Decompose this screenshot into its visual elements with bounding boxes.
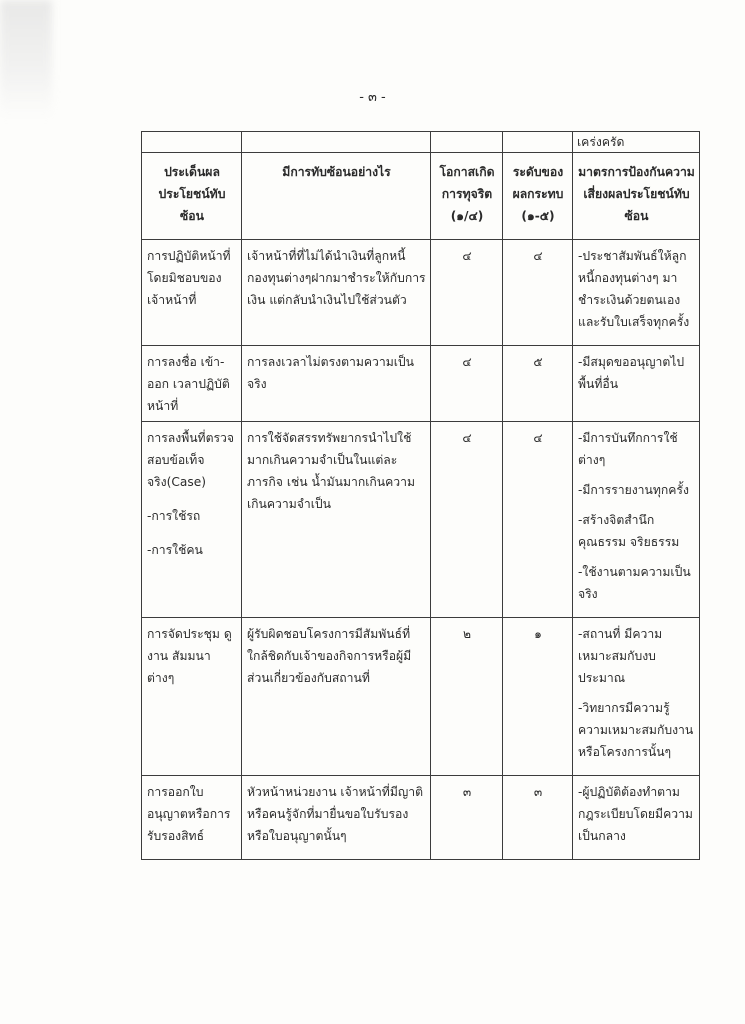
how-cell: ผู้รับผิดชอบโครงการมีสัมพันธ์ที่ใกล้ชิดกับเจ้าของกิจการหรือผู้มีส่วนเกี่ยวข้องกับสถานที่ — [242, 618, 431, 776]
header-impact: ระดับของผลกระทบ (๑-๕) — [503, 153, 573, 240]
likelihood-cell: ๔ — [431, 240, 503, 346]
continued-cell — [431, 132, 503, 153]
issue-cell — [142, 240, 242, 346]
header-likelihood: โอกาสเกิดการทุจริต (๑/๔) — [431, 153, 503, 240]
measures-cell — [573, 240, 700, 346]
continued-row — [142, 132, 700, 153]
measure-item: -มีการรายงานทุกครั้ง — [578, 483, 689, 497]
measures-cell — [573, 422, 700, 618]
table-row — [142, 240, 700, 346]
likelihood-cell: ๓ — [431, 776, 503, 860]
table-header-row — [142, 153, 700, 240]
continued-cell — [503, 132, 573, 153]
continued-cell — [142, 132, 242, 153]
impact-cell: ๓ — [503, 776, 573, 860]
continued-cell: เคร่งครัด — [573, 132, 700, 153]
likelihood-cell: ๒ — [431, 618, 503, 776]
how-cell: เจ้าหน้าที่ที่ไม่ได้นำเงินที่ลูกหนี้กองทุนต่างๆฝากมาชำระให้กับการเงิน แต่กลับนำเงินไปใช้ส่วนตัว — [242, 240, 431, 346]
risk-table — [141, 131, 700, 860]
likelihood-cell: ๔ — [431, 346, 503, 422]
page-number: - ๓ - — [359, 90, 386, 105]
measure-item: -สถานที่ มีความเหมาะสมกับงบประมาณ — [578, 627, 663, 685]
issue-subitem: -การใช้คน — [147, 543, 203, 557]
impact-cell: ๔ — [503, 240, 573, 346]
measure-item: -ใช้งานตามความเป็นจริง — [578, 565, 691, 601]
measures-cell — [573, 346, 700, 422]
measure-item: -มีสมุดขออนุญาตไปพื้นที่อื่น — [578, 355, 685, 391]
issue-cell — [142, 776, 242, 860]
issue-cell — [142, 618, 242, 776]
issue-subitem: -การใช้รถ — [147, 509, 201, 523]
header-issue: ประเด็นผลประโยชน์ทับซ้อน — [142, 153, 242, 240]
issue-text: การจัดประชุม ดูงาน สัมมนาต่างๆ — [147, 627, 232, 685]
measure-item: -วิทยากรมีความรู้ความเหมาะสมกับงานหรือโครงการนั้นๆ — [578, 701, 694, 759]
how-cell: หัวหน้าหน่วยงาน เจ้าหน้าที่มีญาติหรือคนรู้จักที่มายื่นขอใบรับรองหรือใบอนุญาตนั้นๆ — [242, 776, 431, 860]
issue-text: การลงพื้นที่ตรวจสอบข้อเท็จจริง(Case) — [147, 431, 235, 489]
impact-cell: ๑ — [503, 618, 573, 776]
how-cell: การใช้จัดสรรทรัพยากรนำไปใช้มากเกินความจำเป็นในแต่ละภารกิจ เช่น น้ำมันมากเกินความเกินความจำเป็น — [242, 422, 431, 618]
header-how: มีการทับซ้อนอย่างไร — [242, 153, 431, 240]
issue-text: การปฏิบัติหน้าที่โดยมิชอบของเจ้าหน้าที่ — [147, 249, 231, 307]
impact-cell: ๔ — [503, 422, 573, 618]
issue-text: การออกใบอนุญาตหรือการรับรองสิทธ์ — [147, 785, 231, 843]
continued-cell — [242, 132, 431, 153]
table-row — [142, 346, 700, 422]
measures-cell — [573, 776, 700, 860]
measures-cell — [573, 618, 700, 776]
issue-cell — [142, 422, 242, 618]
table-row — [142, 422, 700, 618]
measure-item: -มีการบันทึกการใช้ต่างๆ — [578, 431, 678, 467]
table-row — [142, 776, 700, 860]
measure-item: -สร้างจิตสำนึก คุณธรรม จริยธรรม — [578, 513, 680, 549]
measure-item: -ผู้ปฏิบัติต้องทำตามกฎระเบียบโดยมีความเป็นกลาง — [578, 785, 693, 843]
issue-cell — [142, 346, 242, 422]
likelihood-cell: ๔ — [431, 422, 503, 618]
table-row — [142, 618, 700, 776]
header-measures: มาตรการป้องกันความเสี่ยงผลประโยชน์ทับซ้อน — [573, 153, 700, 240]
how-cell: การลงเวลาไม่ตรงตามความเป็นจริง — [242, 346, 431, 422]
measure-item: -ประชาสัมพันธ์ให้ลูกหนี้กองทุนต่างๆ มาชำระเงินด้วยตนเองและรับใบเสร็จทุกครั้ง — [578, 249, 690, 329]
impact-cell: ๕ — [503, 346, 573, 422]
issue-text: การลงชื่อ เข้า-ออก เวลาปฏิบัติหน้าที่ — [147, 355, 230, 413]
